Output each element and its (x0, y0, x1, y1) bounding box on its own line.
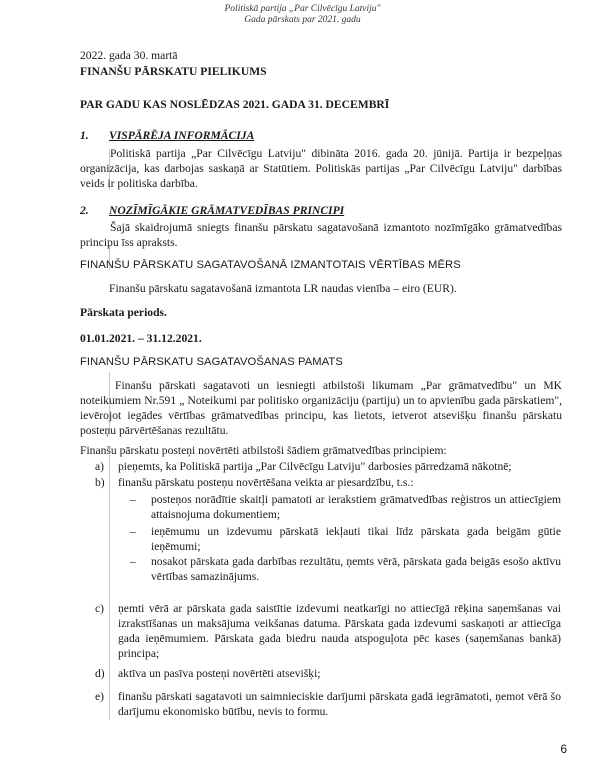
measure-heading: FINANŠU PĀRSKATU SAGATAVOŠANĀ IZMANTOTAIS VĒRTĪBAS MĒRS (80, 259, 461, 271)
item-b3-dash: – (130, 555, 136, 568)
item-b1-text: posteņos norādītie skaitļi pamatoti ar ierakstiem grāmatvedības reģistros un attiecīgiem attaisnojuma dokumentiem; (151, 493, 561, 521)
header-party-name: Politiskā partija „Par Cilvēcīgu Latviju" (224, 4, 381, 14)
basis-text: Finanšu pārskati sagatavoti un iesniegti atbilstoši likumam „Par grāmatvedību" un MK noteikumiem Nr.591 „ Noteikumi par politisko organizāciju (partiju) un to apvienību gada pārskatiem", ievērojot iegādes vērtības grāmatvedības principu, kas lietots, ietverot atsevišķu finanšu pārskatu posteņu pārvērtēšanas rezultātu. (80, 379, 562, 437)
item-b2-dash: – (130, 525, 136, 538)
running-header (0, 4, 605, 26)
item-c-text: ņemti vērā ar pārskata gada saistītie izdevumi neatkarīgi no attiecīgā rēķina saņemšanas vai izrakstīšanas un maksājuma veikšanas datuma. Pārskata gada izdevumi saskaņoti ar attiecīga gada ieņēmumiem. Pārskata gada biedru nauda atspoguļota pēc kases (saņemšanas bankā) principa; (118, 602, 561, 660)
basis-heading: FINANŠU PĀRSKATU SAGATAVOŠANAS PAMATS (80, 356, 343, 368)
item-b2-text: ieņēmumu un izdevumu pārskatā iekļauti tikai līdz pārskata gada beigām gūtie ieņēmumi; (151, 525, 561, 553)
item-c-marker: c) (95, 602, 105, 615)
item-e-marker: e) (95, 690, 105, 703)
item-e-text: finanšu pārskati sagatavoti un saimnieciskie darījumi pārskata gadā iegrāmatoti, ņemot vērā šo darījumu ekonomisko būtību, nevis to formu. (118, 690, 561, 718)
item-b-text: finanšu pārskatu posteņu novērtēšana veikta ar piesardzību, t.s.: (118, 476, 414, 489)
item-a-text: pieņemts, ka Politiskā partija „Par Cilvēcīgu Latviju" darbosies pārredzamā nākotnē; (118, 460, 512, 473)
item-a-marker: a) (95, 460, 105, 473)
page-number: 6 (560, 742, 567, 756)
header-report-title: Gada pārskats par 2021. gadu (244, 15, 361, 25)
item-d-text: aktīva un pasīva posteņi novērtēti atsevišķi; (118, 667, 321, 680)
measure-text: Finanšu pārskatu sagatavošanā izmantota LR naudas vienība – eiro (EUR). (109, 282, 457, 295)
section-2-text: Šajā skaidrojumā sniegts finanšu pārskatu sagatavošanā izmantoto nozīmīgāko grāmatvedības principu īss apraksts. (80, 221, 562, 249)
section-2-heading: NOZĪMĪGĀKIE GRĀMATVEDĪBAS PRINCIPI (109, 204, 345, 217)
section-1-number: 1. (80, 129, 89, 142)
period-label: Pārskata periods. (80, 306, 167, 319)
principles-intro: Finanšu pārskatu posteņi novērtēti atbilstoši šādiem grāmatvedības principiem: (80, 444, 447, 457)
period-value: 01.01.2021. – 31.12.2021. (80, 332, 202, 345)
section-1-text: Politiskā partija „Par Cilvēcīgu Latviju" dibināta 2016. gada 20. jūnijā. Partija ir bezpeļņas organizācija, kas darbojas saskaņā ar Statūtiem. Politiskās partijas „Par Cilvēcīgu Latviju" darbības veids ir politiska darbība. (80, 147, 562, 190)
item-b1-dash: – (130, 493, 136, 506)
item-d-marker: d) (95, 667, 105, 680)
document-title: FINANŠU PĀRSKATU PIELIKUMS (80, 65, 267, 78)
document-subtitle: PAR GADU KAS NOSLĒDZAS 2021. GADA 31. DECEMBRĪ (80, 98, 390, 111)
item-b3-text: nosakot pārskata gada darbības rezultātu, ņemts vērā, pārskata gada beigās esošo aktīvu vērtības samazinājums. (151, 555, 561, 583)
section-2-number: 2. (80, 204, 89, 217)
scan-mark (109, 455, 110, 720)
document-date: 2022. gada 30. martā (80, 49, 178, 62)
item-b-marker: b) (95, 476, 105, 489)
section-1-heading: VISPĀRĒJA INFORMĀCIJA (109, 129, 255, 142)
